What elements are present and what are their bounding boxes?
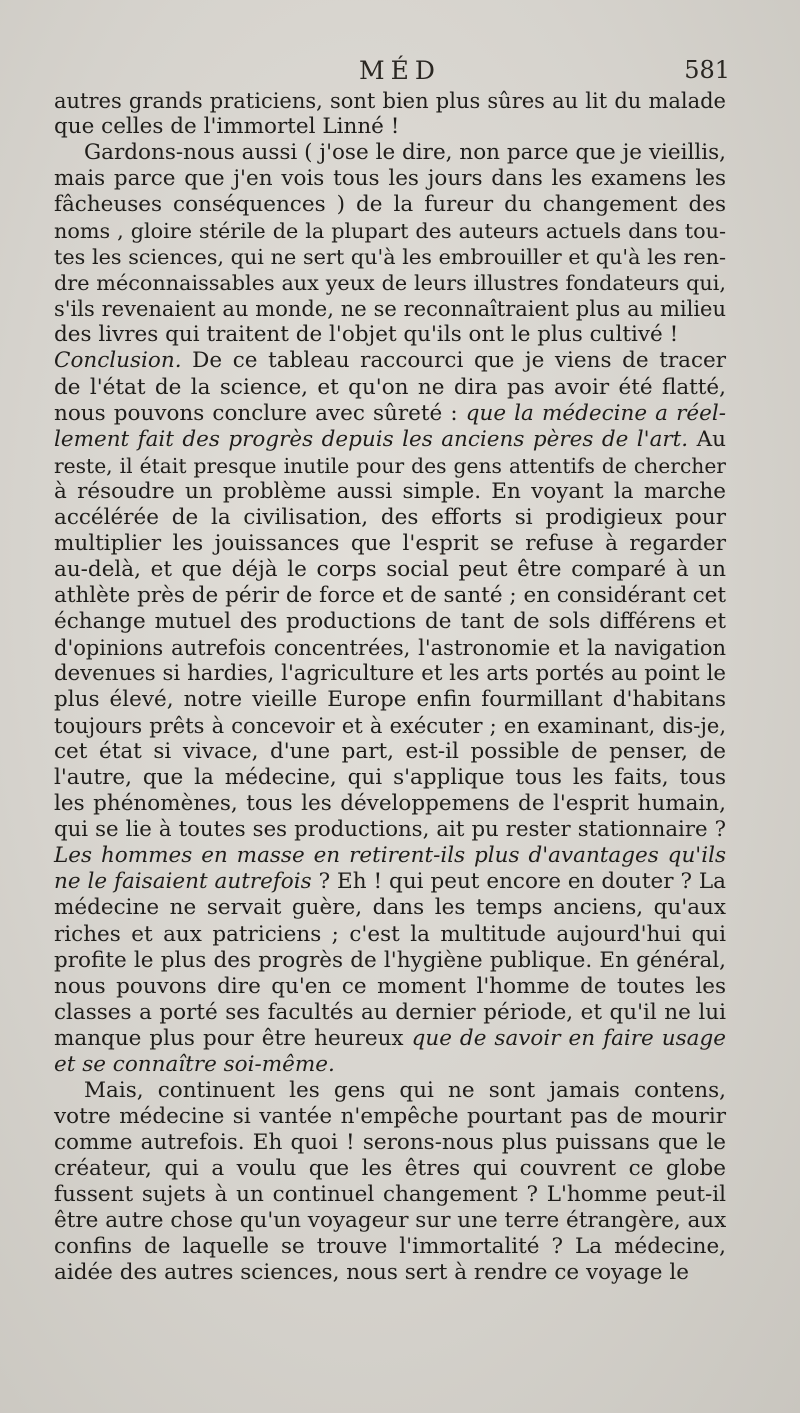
text-line bbox=[54, 296, 726, 322]
italic-text: Conclusion. bbox=[54, 348, 182, 374]
text-line bbox=[54, 765, 726, 791]
text-segment: créateur, qui a voulu que les êtres qui couvrent ce globe bbox=[54, 1155, 726, 1181]
text-line bbox=[54, 1104, 726, 1130]
text-segment: Mais, continuent les gens qui ne sont jamais contens, bbox=[84, 1077, 726, 1103]
text-segment: médecine ne servait guère, dans les temps anciens, qu'aux bbox=[54, 895, 726, 921]
text-segment: cet état si vivace, d'une part, est-il possible de penser, de bbox=[54, 739, 726, 765]
text-line bbox=[54, 192, 726, 218]
text-line bbox=[54, 322, 726, 348]
text-line bbox=[54, 974, 726, 1000]
text-line bbox=[54, 453, 726, 479]
text-segment: fussent sujets à un continuel changement ? L'homme peut-il bbox=[54, 1181, 726, 1207]
text-segment: que celles de l'immortel Linné ! bbox=[54, 114, 400, 140]
text-line bbox=[54, 88, 726, 114]
text-segment: d'opinions autrefois concentrées, l'astronomie et la navigation bbox=[54, 635, 726, 660]
page-header bbox=[0, 52, 800, 92]
text-line bbox=[54, 140, 726, 166]
text-line bbox=[54, 817, 726, 843]
body-text bbox=[54, 88, 726, 1286]
text-line bbox=[54, 1208, 726, 1234]
text-segment: nous pouvons conclure avec sûreté : bbox=[54, 400, 466, 426]
text-segment: De ce tableau raccourci que je viens de tracer bbox=[181, 348, 726, 374]
text-line bbox=[54, 739, 726, 765]
text-segment: à résoudre un problème aussi simple. En voyant la marche bbox=[54, 478, 726, 504]
text-line bbox=[54, 895, 726, 921]
text-line bbox=[54, 1130, 726, 1156]
text-segment: votre médecine si vantée n'empêche pourtant pas de mourir bbox=[54, 1103, 726, 1129]
text-segment: de l'état de la science, et qu'on ne dira pas avoir été flatté, bbox=[54, 374, 726, 400]
text-segment: qui se lie à toutes ses productions, ait pu rester stationnaire ? bbox=[54, 817, 726, 843]
text-segment: dre méconnaissables aux yeux de leurs illustres fondateurs qui, bbox=[54, 271, 726, 296]
text-segment: ? Eh ! qui peut encore en douter ? La bbox=[311, 869, 726, 895]
text-line bbox=[54, 843, 726, 869]
text-line bbox=[54, 348, 726, 374]
text-line bbox=[54, 948, 726, 974]
text-segment: échange mutuel des productions de tant de sols différens et bbox=[54, 608, 726, 634]
text-segment: devenues si hardies, l'agriculture et les arts portés au point le bbox=[54, 661, 726, 687]
text-segment: profite le plus des progrès de l'hygiène publique. En général, bbox=[54, 947, 726, 973]
text-line bbox=[54, 479, 726, 505]
text-line bbox=[54, 791, 726, 817]
text-line bbox=[54, 1156, 726, 1182]
text-line bbox=[54, 1000, 726, 1026]
text-line bbox=[54, 166, 726, 192]
text-segment: mais parce que j'en vois tous les jours dans les examens les bbox=[54, 166, 726, 192]
text-line bbox=[54, 401, 726, 427]
text-segment: confins de laquelle se trouve l'immortalité ? La médecine, bbox=[54, 1234, 726, 1260]
text-segment: reste, il était presque inutile pour des gens attentifs de chercher bbox=[54, 453, 726, 478]
text-segment: Gardons-nous aussi ( j'ose le dire, non parce que je vieillis, bbox=[84, 140, 726, 166]
text-segment: multiplier les jouissances que l'esprit se refuse à regarder bbox=[54, 530, 726, 556]
text-line bbox=[54, 609, 726, 635]
text-line bbox=[54, 427, 726, 453]
text-segment: aidée des autres sciences, nous sert à rendre ce voyage le bbox=[54, 1260, 689, 1286]
text-line bbox=[54, 114, 726, 140]
text-line bbox=[54, 635, 726, 661]
text-line bbox=[54, 1260, 726, 1286]
text-line bbox=[54, 687, 726, 713]
text-line bbox=[54, 505, 726, 531]
text-line bbox=[54, 1234, 726, 1260]
italic-text: que de savoir en faire usage bbox=[411, 1025, 726, 1051]
text-segment: comme autrefois. Eh quoi ! serons-nous plus puissans que le bbox=[54, 1129, 726, 1155]
text-segment: l'autre, que la médecine, qui s'applique tous les faits, tous bbox=[54, 765, 726, 791]
text-segment: tes les sciences, qui ne sert qu'à les embrouiller et qu'à les ren- bbox=[54, 245, 726, 270]
italic-text: et se connaître soi-même. bbox=[54, 1051, 335, 1077]
text-segment: athlète près de périr de force et de santé ; en considérant cet bbox=[54, 582, 726, 608]
text-segment: manque plus pour être heureux bbox=[54, 1025, 412, 1051]
text-segment: riches et aux patriciens ; c'est la multitude aujourd'hui qui bbox=[54, 921, 726, 947]
text-line bbox=[54, 869, 726, 895]
page-number: 581 bbox=[684, 56, 730, 84]
text-line bbox=[54, 1078, 726, 1104]
text-line bbox=[54, 270, 726, 296]
text-line bbox=[54, 531, 726, 557]
text-segment: toujours prêts à concevoir et à exécuter ; en examinant, dis-je, bbox=[54, 714, 726, 739]
italic-text: que la médecine a réel- bbox=[465, 400, 726, 426]
text-segment: les phénomènes, tous les développemens de l'esprit humain, bbox=[54, 791, 726, 817]
text-line bbox=[54, 583, 726, 609]
italic-text: lement fait des progrès depuis les anciens pères de l'art. bbox=[54, 426, 689, 452]
text-segment: des livres qui traitent de l'objet qu'ils ont le plus cultivé ! bbox=[54, 322, 679, 348]
text-line bbox=[54, 661, 726, 687]
text-segment: fâcheuses conséquences ) de la fureur du changement des bbox=[54, 192, 726, 218]
text-line bbox=[54, 1182, 726, 1208]
text-segment: accélérée de la civilisation, des efforts si prodigieux pour bbox=[54, 504, 726, 530]
text-line bbox=[54, 244, 726, 270]
italic-text: Les hommes en masse en retirent-ils plus d'avantages qu'ils bbox=[54, 843, 726, 869]
text-segment: classes a porté ses facultés au dernier période, et qu'il ne lui bbox=[54, 999, 726, 1025]
italic-text: ne le faisaient autrefois bbox=[54, 869, 312, 895]
text-line bbox=[54, 557, 726, 583]
text-segment: au-delà, et que déjà le corps social peut être comparé à un bbox=[54, 556, 726, 582]
text-segment: plus élevé, notre vieille Europe enfin fourmillant d'habitans bbox=[54, 687, 726, 713]
text-segment: Au bbox=[688, 426, 726, 452]
text-line bbox=[54, 713, 726, 739]
text-line bbox=[54, 922, 726, 948]
text-segment: nous pouvons dire qu'en ce moment l'homme de toutes les bbox=[54, 973, 726, 999]
text-line bbox=[54, 1052, 726, 1078]
running-title: MÉD bbox=[359, 56, 441, 85]
text-segment: être autre chose qu'un voyageur sur une terre étrangère, aux bbox=[54, 1208, 727, 1234]
text-segment: noms , gloire stérile de la plupart des auteurs actuels dans tou- bbox=[54, 219, 726, 244]
text-line bbox=[54, 1026, 726, 1052]
text-line bbox=[54, 375, 726, 401]
text-line bbox=[54, 218, 726, 244]
text-segment: s'ils revenaient au monde, ne se reconnaîtraient plus au milieu bbox=[54, 297, 726, 322]
text-segment: autres grands praticiens, sont bien plus sûres au lit du malade bbox=[54, 89, 726, 113]
